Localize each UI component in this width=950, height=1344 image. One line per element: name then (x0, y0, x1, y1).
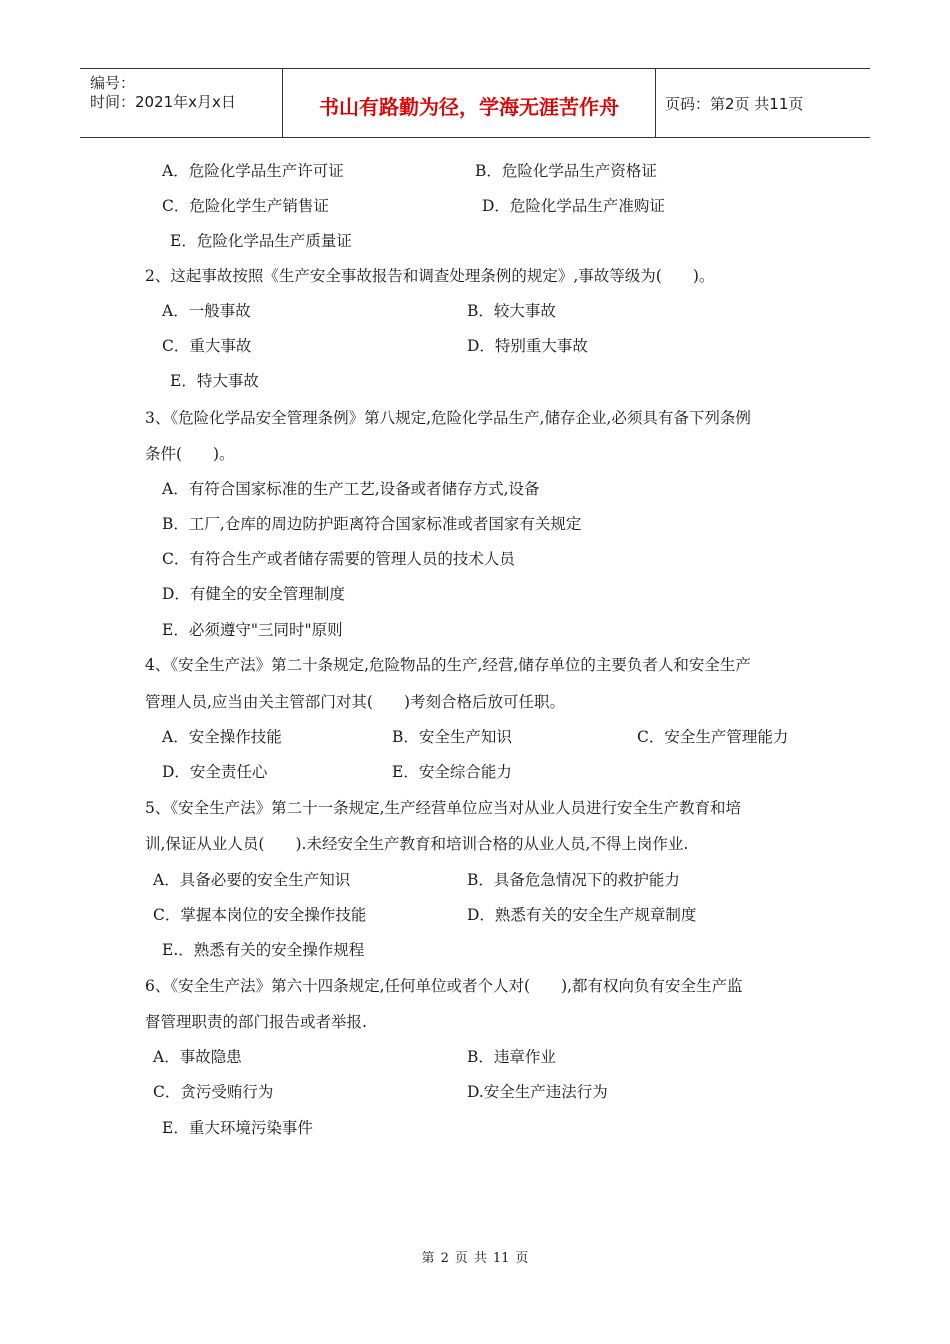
q1-option-d: D．危险化学品生产准购证 (482, 197, 665, 215)
q5-option-d: D．熟悉有关的安全生产规章制度 (467, 906, 697, 924)
q4-option-e: E．安全综合能力 (392, 763, 512, 781)
q3-option-b: B．工厂,仓库的周边防护距离符合国家标准或者国家有关规定 (162, 515, 582, 533)
header-page-cell (655, 69, 870, 137)
footer-current-page: 2 (440, 1251, 449, 1266)
q4-option-a: A．安全操作技能 (162, 728, 282, 746)
q3-option-e: E．必须遵守"三同时"原则 (162, 621, 343, 639)
footer-ye: 页 (454, 1251, 468, 1266)
q2-stem: 2、这起事故按照《生产安全事故报告和调查处理条例的规定》,事故等级为( )。 (145, 267, 715, 285)
q6-option-d: D.安全生产违法行为 (467, 1083, 608, 1101)
q6-option-b: B．违章作业 (467, 1048, 556, 1066)
page-footer (0, 1247, 950, 1266)
motto: 书山有路勤为径，学海无涯苦作舟 (319, 95, 619, 119)
number-label: 编号： (90, 74, 136, 92)
q4-option-b: B．安全生产知识 (392, 728, 512, 746)
q3-option-a: A．有符合国家标准的生产工艺,设备或者储存方式,设备 (162, 480, 540, 498)
q6-stem-line1: 6、《安全生产法》第六十四条规定,任何单位或者个人对( ),都有权向负有安全生产监 (145, 977, 743, 995)
q3-stem-line1: 3、《危险化学品安全管理条例》第八规定,危险化学品生产,储存企业,必须具有备下列条例 (145, 409, 751, 427)
q2-option-b: B．较大事故 (467, 302, 556, 320)
q5-option-e: E.．熟悉有关的安全操作规程 (162, 941, 365, 959)
q1-option-c: C．危险化学生产销售证 (162, 197, 329, 215)
q6-option-c: C．贪污受贿行为 (153, 1083, 274, 1101)
q1-option-b: B．危险化学品生产资格证 (475, 162, 657, 180)
footer-di: 第 (421, 1251, 435, 1266)
q3-option-d: D．有健全的安全管理制度 (162, 585, 345, 603)
time-label: 时间：2021年x月x日 (90, 93, 236, 111)
q3-option-c: C．有符合生产或者储存需要的管理人员的技术人员 (162, 550, 515, 568)
header-table (80, 68, 870, 138)
q5-stem-line2: 训,保证从业人员( ).未经安全生产教育和培训合格的从业人员,不得上岗作业. (145, 835, 689, 853)
q3-stem-line2: 条件( )。 (145, 445, 235, 463)
q1-option-e: E．危险化学品生产质量证 (170, 232, 352, 250)
footer-ye-end: 页 (515, 1251, 529, 1266)
q6-option-a: A．事故隐患 (153, 1048, 242, 1066)
q4-option-d: D．安全责任心 (162, 763, 268, 781)
q6-option-e: E．重大环境污染事件 (162, 1119, 313, 1137)
page-info: 页码：第2页 共11页 (665, 95, 804, 113)
q4-option-c: C．安全生产管理能力 (637, 728, 789, 746)
q1-option-a: A．危险化学品生产许可证 (162, 162, 344, 180)
q5-option-c: C．掌握本岗位的安全操作技能 (153, 906, 367, 924)
q4-stem-line1: 4、《安全生产法》第二十条规定,危险物品的生产,经营,储存单位的主要负者人和安全生产 (145, 656, 751, 674)
q4-stem-line2: 管理人员,应当由关主管部门对其( )考刻合格后放可任职。 (145, 693, 566, 711)
q5-option-b: B．具备危急情况下的救护能力 (467, 871, 680, 889)
footer-gong: 共 (473, 1251, 487, 1266)
q5-stem-line1: 5、《安全生产法》第二十一条规定,生产经营单位应当对从业人员进行安全生产教育和培 (145, 799, 742, 817)
q5-option-a: A．具备必要的安全生产知识 (153, 871, 351, 889)
q6-stem-line2: 督管理职责的部门报告或者举报. (145, 1013, 367, 1031)
header-left-cell (80, 69, 282, 137)
footer-total-pages: 11 (492, 1251, 510, 1266)
q2-option-a: A．一般事故 (162, 302, 251, 320)
q2-option-c: C．重大事故 (162, 337, 252, 355)
header-motto-cell (282, 69, 656, 137)
q2-option-e: E．特大事故 (170, 372, 259, 390)
q2-option-d: D．特别重大事故 (467, 337, 588, 355)
